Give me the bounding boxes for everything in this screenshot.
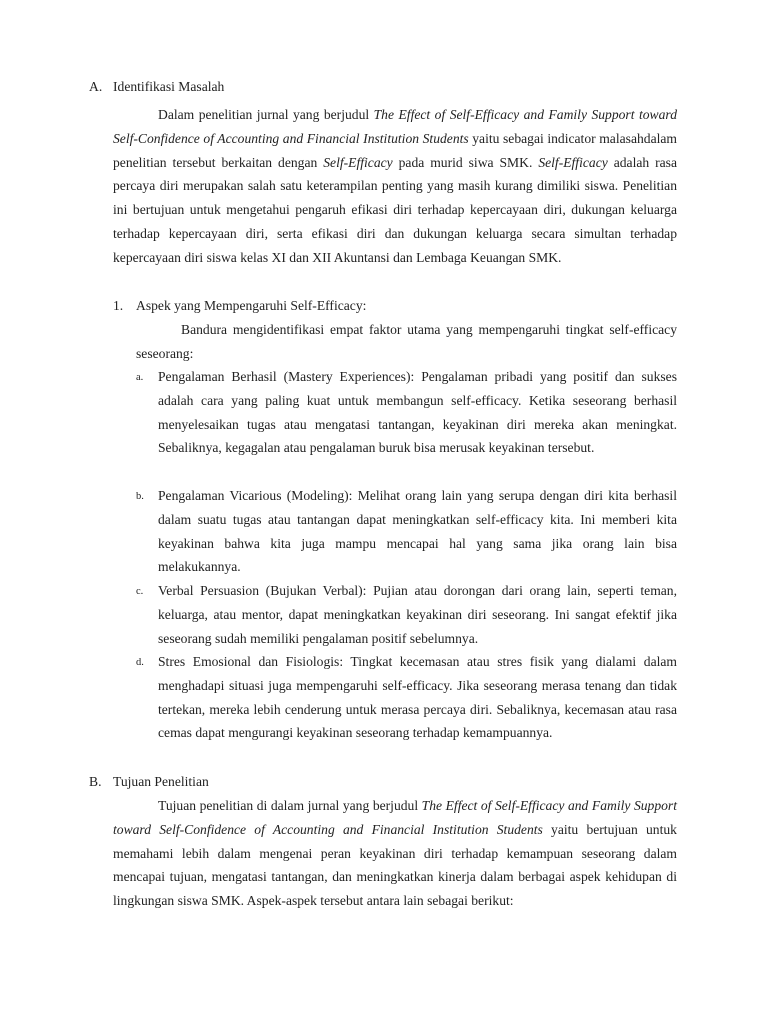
list-item-a — [136, 365, 677, 460]
section-a-term-2: Self-Efficacy — [538, 154, 608, 170]
subsection-1-title: Aspek yang Mempengaruhi Self-Efficacy: — [136, 298, 367, 313]
section-a-title: Identifikasi Masalah — [113, 79, 225, 94]
list-item-d-text: Stres Emosional dan Fisiologis: Tingkat kecemasan atau stres fisik yang dialami dalam menghadapi situasi juga mempengaruhi self-efficacy. Jika seseorang merasa tenang dan tidak tertekan, mereka lebih cenderung untuk merasa percaya diri. Sebaliknya, kecemasan atau rasa cemas dapat mengurangi keyakinan seseorang terhadap kemampuannya. — [158, 654, 677, 741]
section-b-marker: B. — [89, 774, 102, 789]
section-b-text-2: yaitu bertujuan untuk memahami lebih dalam mengenai peran keyakinan diri terhadap kemampuan seseorang dalam mencapai tujuan, mengatasi tantangan, dan meningkatkan kinerja dalam berbagai aspek kehidupan di lingkungan siswa SMK. Aspek-aspek tersebut antara lain sebagai berikut: — [113, 821, 677, 909]
list-item-b-text: Pengalaman Vicarious (Modeling): Melihat orang lain yang serupa dengan diri kita berhasil dalam suatu tugas atau tantangan dapat meningkatkan self-efficacy kita. Ini memberi kita keyakinan bahwa kita juga mampu mencapai hal yang sama jika orang lain bisa melakukannya. — [158, 488, 677, 575]
section-b-heading — [89, 772, 209, 792]
list-item-d-marker: d. — [136, 657, 144, 668]
section-a-journal-title: The Effect of Self-Efficacy and Family Support toward Self-Confidence of Accounting and Financial Institution Students — [113, 107, 677, 146]
list-item-a-marker: a. — [136, 372, 144, 383]
list-item-c — [136, 579, 677, 650]
list-item-b — [136, 484, 677, 579]
section-a-paragraph — [113, 103, 677, 270]
section-a-term-1: Self-Efficacy — [323, 154, 393, 170]
subsection-1-heading — [113, 296, 366, 316]
section-b-journal-title: The Effect of Self-Efficacy and Family Support toward Self-Confidence of Accounting and Financial Institution Students — [113, 798, 677, 837]
section-a-text-4: adalah rasa percaya diri merupakan salah satu keterampilan penting yang masih kurang dimiliki siswa. Penelitian ini bertujuan untuk mengetahui pengaruh efikasi diri terhadap kepercayaan diri, dukungan keluarga terhadap kepercayaan diri, serta efikasi diri dan dukungan keluarga secara simultan terhadap kepercayaan diri siswa kelas XI dan XII Akuntansi dan Lembaga Keuangan SMK. — [113, 154, 678, 265]
list-item-c-marker: c. — [136, 586, 144, 597]
section-a-text-1: Dalam penelitian jurnal yang berjudul — [158, 107, 374, 122]
section-b-text-1: Tujuan penelitian di dalam jurnal yang berjudul — [158, 798, 422, 813]
section-b-title: Tujuan Penelitian — [113, 774, 209, 789]
section-a-text-2: yaitu sebagai indicator malasahdalam penelitian tersebut berkaitan dengan — [113, 130, 677, 170]
subsection-1-intro: Bandura mengidentifikasi empat faktor utama yang mempengaruhi tingkat self-efficacy seseorang: — [136, 322, 677, 361]
list-item-c-text: Verbal Persuasion (Bujukan Verbal): Pujian atau dorongan dari orang lain, seperti teman, keluarga, atau mentor, dapat meningkatkan keyakinan diri seseorang. Ini sangat efektif jika seseorang sudah memiliki pengalaman positif sebelumnya. — [158, 583, 677, 646]
list-item-d — [136, 650, 677, 745]
subsection-1-marker: 1. — [113, 298, 124, 313]
section-a-heading — [89, 77, 224, 97]
list-item-b-marker: b. — [136, 491, 144, 502]
section-b-paragraph — [113, 794, 677, 913]
section-a-marker: A. — [89, 79, 103, 94]
list-item-a-text: Pengalaman Berhasil (Mastery Experiences): Pengalaman pribadi yang positif dan sukses adalah cara yang paling kuat untuk membangun self-efficacy. Ketika seseorang berhasil menyelesaikan tugas atau mengatasi tantangan, keyakinan diri mereka akan meningkat. Sebaliknya, kegagalan atau pengalaman buruk bisa merusak keyakinan tersebut. — [158, 369, 677, 456]
section-a-text-3: pada murid siwa SMK. — [392, 154, 539, 170]
